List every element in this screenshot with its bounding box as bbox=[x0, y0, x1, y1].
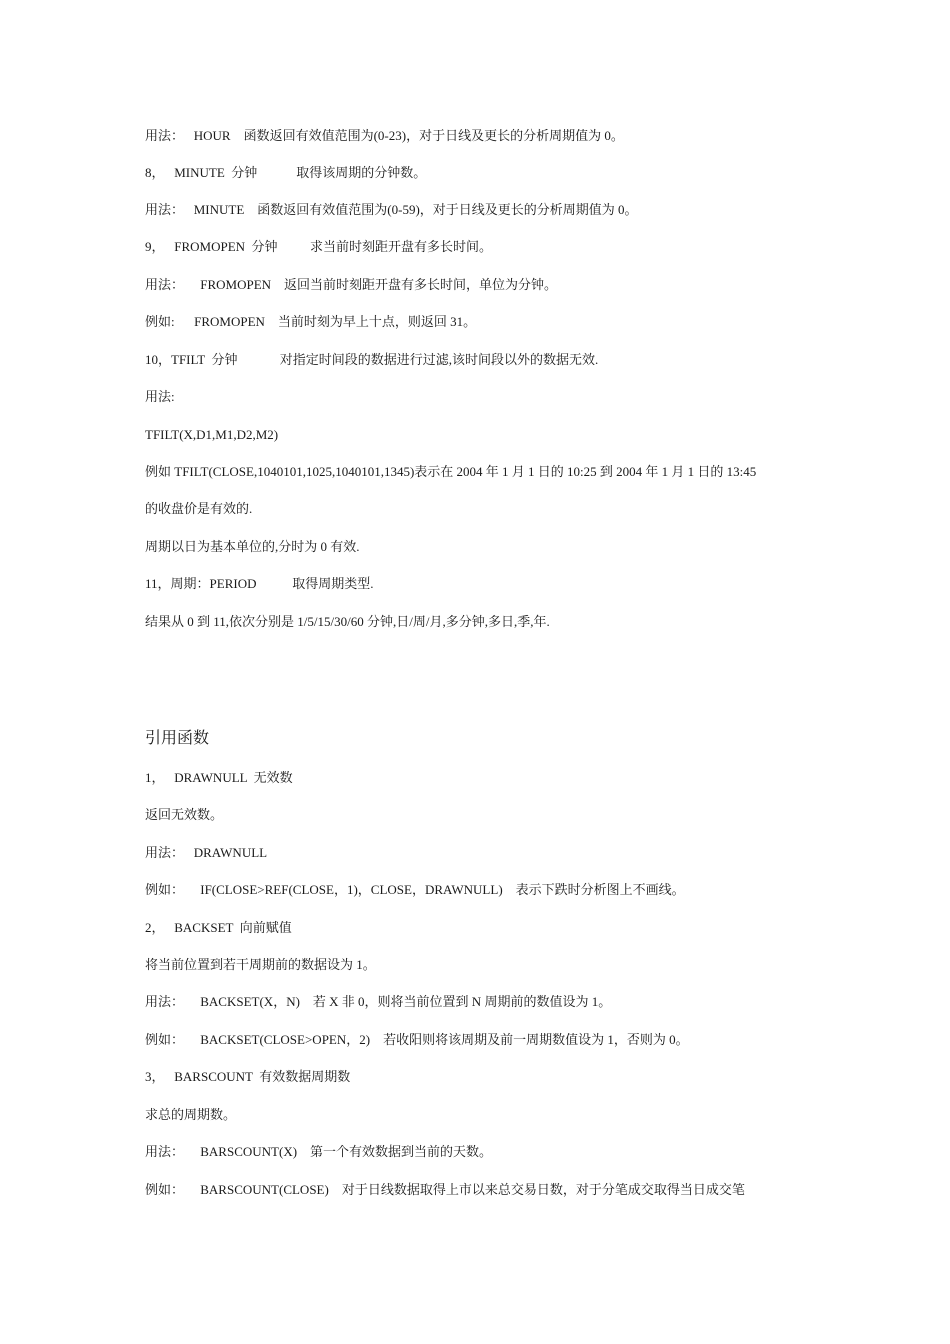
text-line: 将当前位置到若干周期前的数据设为 1。 bbox=[145, 957, 376, 972]
text-line: 10，TFILT 分钟 对指定时间段的数据进行过滤,该时间段以外的数据无效. bbox=[145, 352, 599, 367]
text-line: 2， BACKSET 向前赋值 bbox=[145, 920, 292, 935]
text-line: 例如 TFILT(CLOSE,1040101,1025,1040101,1345)表示在 2004 年 1 月 1 日的 10:25 到 2004 年 1 月 1 日的 13:45 bbox=[145, 464, 757, 479]
text-line: 用法: bbox=[145, 389, 175, 404]
text-line: 例如： BARSCOUNT(CLOSE) 对于日线数据取得上市以来总交易日数，对于分笔成交取得当日成交笔 bbox=[145, 1182, 745, 1197]
text-line: 用法： MINUTE 函数返回有效值范围为(0-59)，对于日线及更长的分析周期值为 0。 bbox=[145, 202, 638, 217]
text-line: 9， FROMOPEN 分钟 求当前时刻距开盘有多长时间。 bbox=[145, 239, 493, 254]
text-line: 结果从 0 到 11,依次分别是 1/5/15/30/60 分钟,日/周/月,多分钟,多日,季,年. bbox=[145, 614, 550, 629]
text-line: 例如： IF(CLOSE>REF(CLOSE，1)，CLOSE，DRAWNULL) 表示下跌时分析图上不画线。 bbox=[145, 882, 685, 897]
text-line: 例如： BACKSET(CLOSE>OPEN，2) 若收阳则将该周期及前一周期数值设为 1，否则为 0。 bbox=[145, 1032, 689, 1047]
text-line: TFILT(X,D1,M1,D2,M2) bbox=[145, 427, 279, 442]
text-line: 求总的周期数。 bbox=[145, 1107, 237, 1122]
text-line: 用法： BARSCOUNT(X) 第一个有效数据到当前的天数。 bbox=[145, 1144, 493, 1159]
text-line: 1， DRAWNULL 无效数 bbox=[145, 770, 293, 785]
text-line: 例如: FROMOPEN 当前时刻为早上十点，则返回 31。 bbox=[145, 314, 477, 329]
text-line: 用法： DRAWNULL bbox=[145, 845, 268, 860]
text-line: 用法： HOUR 函数返回有效值范围为(0-23)，对于日线及更长的分析周期值为 0。 bbox=[145, 128, 624, 143]
text-line: 用法： BACKSET(X，N) 若 X 非 0，则将当前位置到 N 周期前的数值设为 1。 bbox=[145, 994, 612, 1009]
text-line: 用法： FROMOPEN 返回当前时刻距开盘有多长时间，单位为分钟。 bbox=[145, 277, 558, 292]
text-line: 3， BARSCOUNT 有效数据周期数 bbox=[145, 1069, 351, 1084]
text-line: 周期以日为基本单位的,分时为 0 有效. bbox=[145, 539, 360, 554]
text-line: 返回无效数。 bbox=[145, 807, 224, 822]
text-line: 11，周期：PERIOD 取得周期类型. bbox=[145, 576, 374, 591]
section-heading: 引用函数 bbox=[145, 730, 210, 747]
text-line: 8， MINUTE 分钟 取得该周期的分钟数。 bbox=[145, 165, 427, 180]
text-line: 的收盘价是有效的. bbox=[145, 501, 253, 516]
